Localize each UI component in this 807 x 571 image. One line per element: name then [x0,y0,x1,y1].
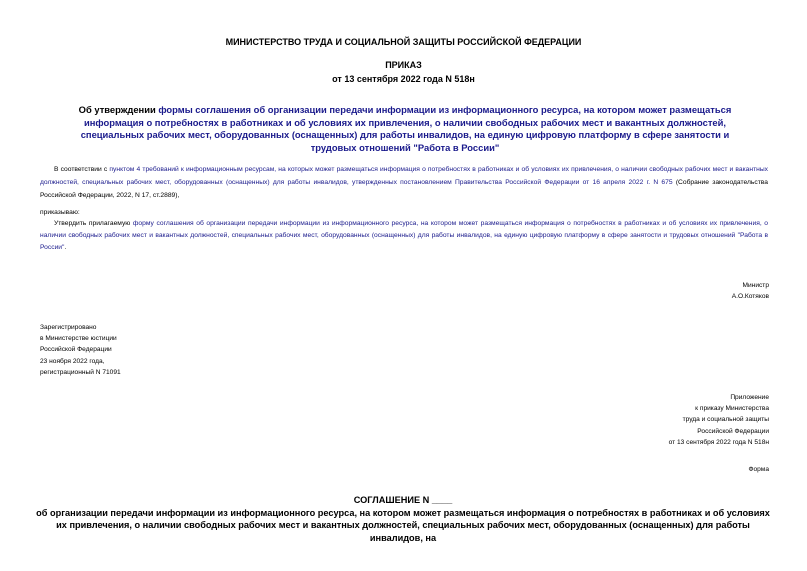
registration-line: 23 ноября 2022 года, [40,357,105,365]
registration-line: Российской Федерации [40,346,112,354]
requirements-link[interactable]: пунктом 4 требований к информационным ресурсам, на которых может размещаться информация о потребностях в работниках и об условиях их привлечения, о наличии свободных рабочих мест и вакантных должностей, специальных рабочих мест, оборудованных (оснащенных) для работы инвалидов, утвержденных постановлением Правительства Российской Федерации от 16 апреля 2022 г. N 675 [40,166,769,186]
appendix-block [669,392,769,448]
registration-line: регистрационный N 71091 [40,368,121,376]
agreement-heading [36,494,770,544]
doc-date-number: от 13 сентября 2022 года N 518н [332,74,475,84]
preamble-paragraph [40,164,768,202]
order-paragraph [40,218,768,255]
order-label: приказываю: [40,209,80,216]
appendix-line: Приложение [730,394,769,401]
appendix-line: Российской Федерации [697,427,769,435]
form-agreement-link[interactable]: форму соглашения об организации передачи информации из информационного ресурса, на котором может размещаться информация о потребностях в работниках и об условиях их привлечения, о наличии свободных рабочих мест и вакантных должностей, специальных рабочих мест, оборудованных (оснащенных) для работы инвалидов, на единую цифровую платформу в сфере занятости и трудовых отношений "Работа в России" [40,220,769,252]
appendix-line: труда и социальной защиты [682,416,769,424]
title-form-link[interactable]: формы соглашения об организации передачи информации из информационного ресурса, на котором может размещаться информация о потребностях в работниках и об условиях их привлечения, о наличии свободных рабочих мест и вакантных должностей, специальных рабочих мест, оборудованных (оснащенных) для работы инвалидов, на единую цифровую платформу в сфере занятости и трудовых отношений "Работа в России" [80,104,732,153]
agreement-subtitle: об организации передачи информации из информационного ресурса, на котором может размещаться информация о потребностях в работниках и об условиях их привлечения, о наличии свободных рабочих мест и вакантных должностей, специальных рабочих мест, оборудованных (оснащенных) для работы инвалидов, на [36,507,770,543]
agreement-title: СОГЛАШЕНИЕ N ____ [353,495,453,505]
document-title [58,104,752,154]
registration-line: в Министерстве юстиции [40,335,117,343]
signature-position: Министр [742,282,769,289]
order-text-end: . [64,244,67,252]
appendix-line: к приказу Министерства [695,405,769,413]
appendix-line: от 13 сентября 2022 года N 518н [668,438,769,446]
title-prefix: Об утверждении [78,104,159,115]
registration-block [40,322,121,378]
preamble-text-start: В соответствии с [54,166,110,173]
preamble-text-end: (Собрание законодательства Российской Федерации, 2022, N 17, ст.2889), [40,178,768,199]
order-text-start: Утвердить прилагаемую [54,220,133,227]
form-label: Форма [748,466,769,473]
doc-type-heading: ПРИКАЗ [385,60,422,70]
signature-name: А.О.Котяков [731,293,769,301]
registration-line: Зарегистрировано [40,324,97,331]
signature-block [732,280,769,302]
ministry-heading: МИНИСТЕРСТВО ТРУДА И СОЦИАЛЬНОЙ ЗАЩИТЫ РОССИЙСКОЙ ФЕДЕРАЦИИ [225,37,582,47]
